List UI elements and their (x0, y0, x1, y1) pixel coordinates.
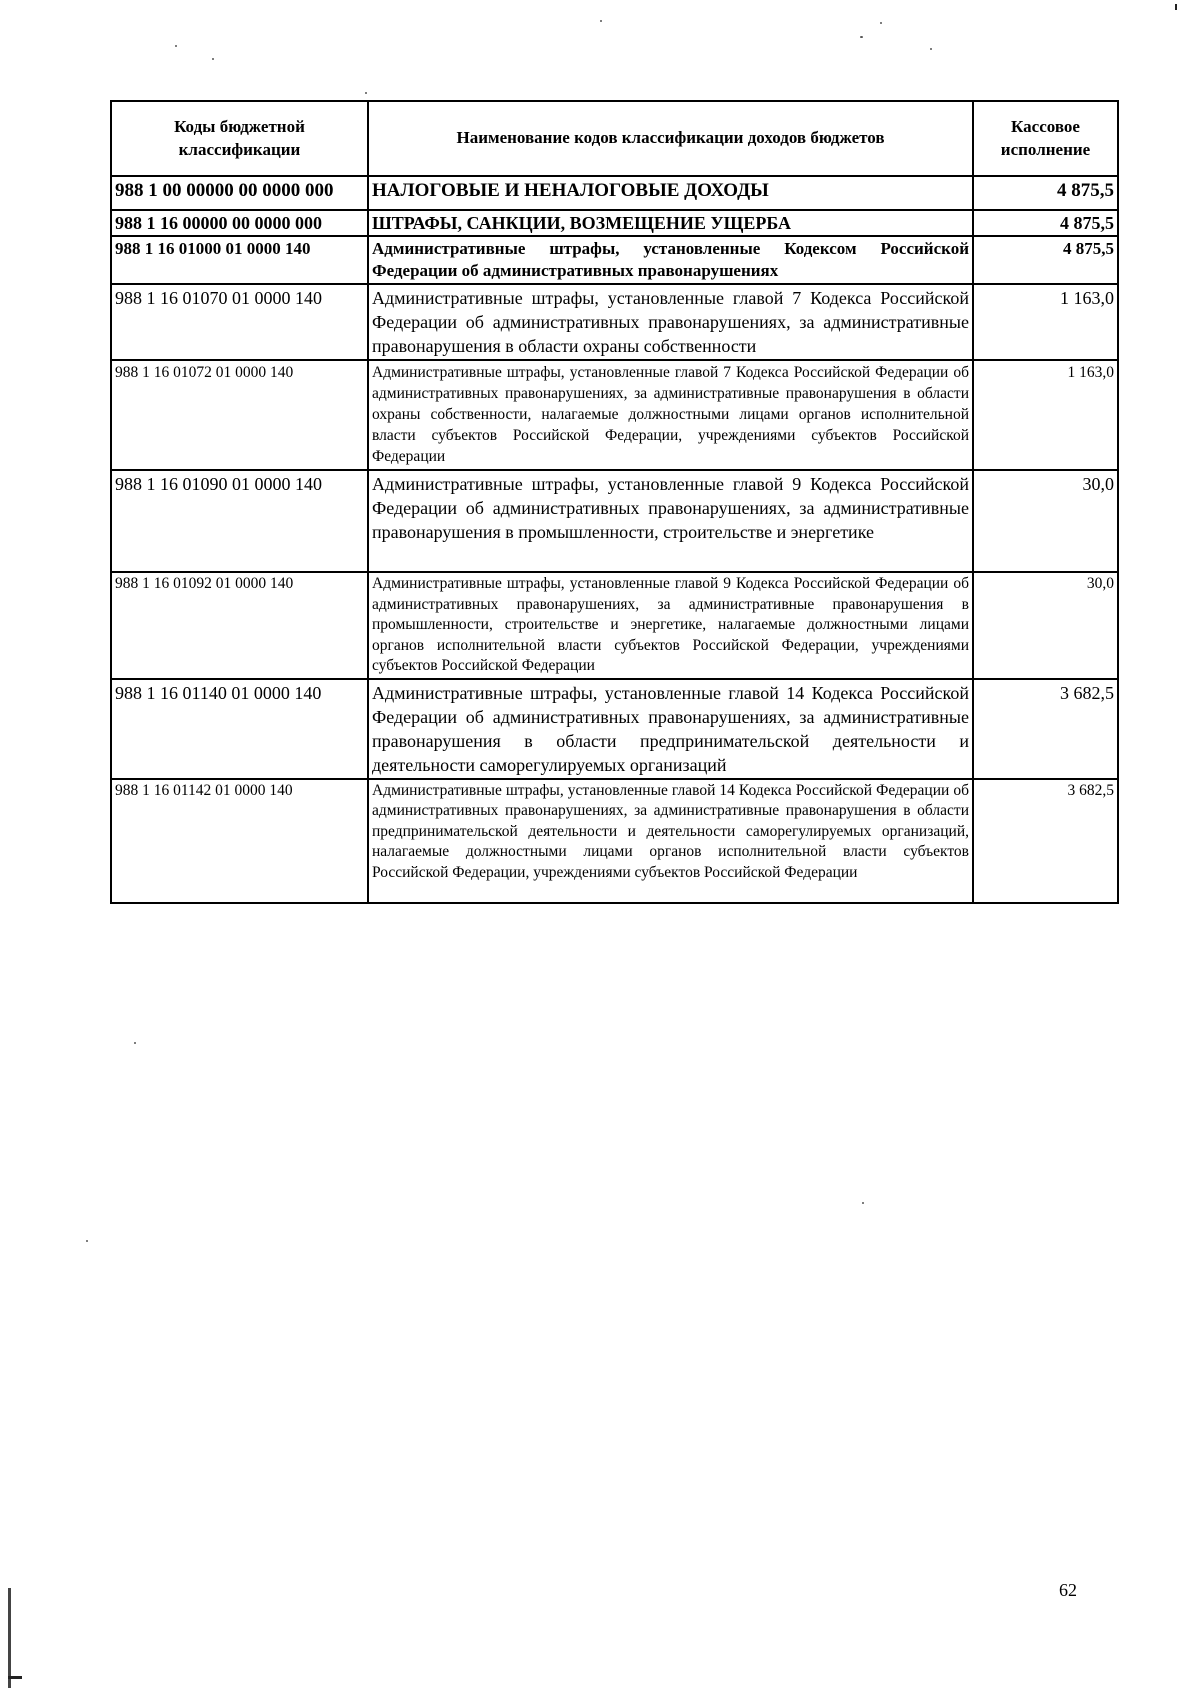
scan-edge-mark (8, 1588, 11, 1688)
revenue-name: ШТРАФЫ, САНКЦИИ, ВОЗМЕЩЕНИЕ УЩЕРБА (368, 210, 973, 236)
cash-execution-amount: 3 682,5 (973, 679, 1118, 779)
budget-code: 988 1 16 01072 01 0000 140 (111, 360, 368, 470)
scan-speck (175, 45, 177, 47)
budget-code: 988 1 16 01000 01 0000 140 (111, 236, 368, 284)
cash-execution-amount: 30,0 (973, 470, 1118, 572)
revenue-name: Административные штрафы, установленные главой 9 Кодекса Российской Федерации об административных правонарушениях, за административные правонарушения в промышленности, строительстве и энергетике (368, 470, 973, 572)
scan-edge-mark (1175, 4, 1177, 10)
revenue-name: Административные штрафы, установленные главой 14 Кодекса Российской Федерации об административных правонарушениях, за административные правонарушения в области предпринимательской деятельности и деятельности саморегулируемых организаций, налагаемые должностными лицами органов исполнительной власти субъектов Российской Федерации, учреждениями субъектов Российской Федерации (368, 779, 973, 903)
scan-speck (862, 1202, 864, 1204)
table-row (111, 679, 1118, 779)
table-row (111, 284, 1118, 360)
scan-speck (860, 36, 863, 38)
cash-execution-amount: 1 163,0 (973, 360, 1118, 470)
table-row (111, 360, 1118, 470)
cash-execution-amount: 4 875,5 (973, 176, 1118, 210)
page-number: 62 (1059, 1580, 1077, 1600)
scan-edge-mark (8, 1676, 22, 1679)
budget-code: 988 1 16 01070 01 0000 140 (111, 284, 368, 360)
budget-code: 988 1 16 01090 01 0000 140 (111, 470, 368, 572)
revenue-name: Административные штрафы, установленные главой 7 Кодекса Российской Федерации об административных правонарушениях, за административные правонарушения в области охраны собственности, налагаемые должностными лицами органов исполнительной власти субъектов Российской Федерации, учреждениями субъектов Российской Федерации (368, 360, 973, 470)
scan-speck (86, 1240, 88, 1242)
scan-speck (134, 1042, 136, 1044)
table-row (111, 210, 1118, 236)
cash-execution-amount: 1 163,0 (973, 284, 1118, 360)
revenue-name: Административные штрафы, установленные Кодексом Российской Федерации об административных правонарушениях (368, 236, 973, 284)
budget-code: 988 1 16 01140 01 0000 140 (111, 679, 368, 779)
budget-revenue-table (110, 100, 1119, 904)
cash-execution-amount: 30,0 (973, 572, 1118, 679)
table-row (111, 470, 1118, 572)
scan-speck (880, 22, 882, 24)
header-code: Коды бюджетной классификации (111, 101, 368, 176)
table-row (111, 779, 1118, 903)
table-row (111, 572, 1118, 679)
budget-code: 988 1 16 01142 01 0000 140 (111, 779, 368, 903)
cash-execution-amount: 4 875,5 (973, 236, 1118, 284)
revenue-name: Административные штрафы, установленные главой 7 Кодекса Российской Федерации об административных правонарушениях, за административные правонарушения в области охраны собственности (368, 284, 973, 360)
table-header-row (111, 101, 1118, 176)
scan-speck (365, 92, 367, 94)
header-amount: Кассовое исполнение (973, 101, 1118, 176)
budget-code: 988 1 16 00000 00 0000 000 (111, 210, 368, 236)
budget-code: 988 1 00 00000 00 0000 000 (111, 176, 368, 210)
revenue-name: НАЛОГОВЫЕ И НЕНАЛОГОВЫЕ ДОХОДЫ (368, 176, 973, 210)
revenue-name: Административные штрафы, установленные главой 14 Кодекса Российской Федерации об административных правонарушениях, за административные правонарушения в области предпринимательской деятельности и деятельности саморегулируемых организаций (368, 679, 973, 779)
cash-execution-amount: 3 682,5 (973, 779, 1118, 903)
budget-code: 988 1 16 01092 01 0000 140 (111, 572, 368, 679)
scan-speck (212, 58, 214, 60)
scan-speck (930, 48, 932, 50)
cash-execution-amount: 4 875,5 (973, 210, 1118, 236)
table-row (111, 176, 1118, 210)
revenue-name: Административные штрафы, установленные главой 9 Кодекса Российской Федерации об административных правонарушениях, за административные правонарушения в промышленности, строительстве и энергетике, налагаемые должностными лицами органов исполнительной власти субъектов Российской Федерации, учреждениями субъектов Российской Федерации (368, 572, 973, 679)
scan-speck (600, 20, 602, 22)
header-name: Наименование кодов классификации доходов бюджетов (368, 101, 973, 176)
table-row (111, 236, 1118, 284)
